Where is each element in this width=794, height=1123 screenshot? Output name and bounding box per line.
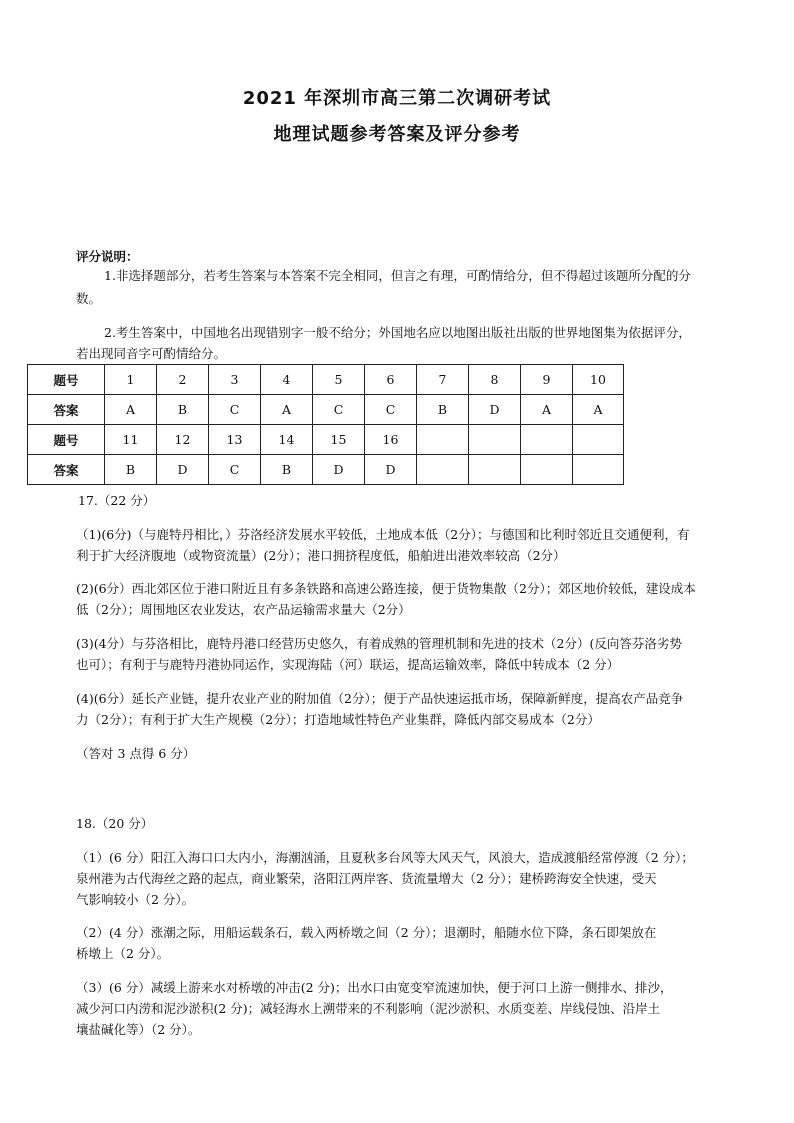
q18-part3-line1: （3）(6 分）减缓上游来水对桥墩的冲击(2 分)；出水口由宽变窄流速加快，便于河口上游一侧排水、排沙， (76, 980, 673, 995)
notes-item1-line1: 1.非选择题部分，若考生答案与本答案不完全相同，但言之有理，可酌情给分，但不得超过该题所分配的分 (104, 268, 691, 283)
notes-item2-line1: 2.考生答案中，中国地名出现错别字一般不给分；外国地名应以地图出版社出版的世界地图集为依据评分， (104, 325, 691, 340)
question-number-cell (417, 425, 469, 455)
answer-cell (417, 455, 469, 485)
question-number-cell (469, 425, 521, 455)
question-number-cell: 9 (521, 365, 573, 395)
question-number-cell: 8 (469, 365, 521, 395)
question-number-cell: 4 (261, 365, 313, 395)
q17-part3-line2: 也可）；有利于与鹿特丹港协同运作，实现海陆（河）联运，提高运输效率，降低中转成本（2 分） (76, 657, 620, 672)
answer-cell: D (157, 455, 209, 485)
q17-part1-line2: 利于扩大经济腹地（或物资流量）(2分）；港口拥挤程度低，船舶进出港效率较高（2分） (76, 548, 566, 563)
q18-part3-line3: 壤盐碱化等）（2 分）。 (76, 1022, 201, 1037)
q17-part2-line1: (2)(6分）西北郊区位于港口附近且有多条铁路和高速公路连接，便于货物集散（2分）；郊区地价较低，建设成本 (76, 581, 696, 596)
answer-cell: C (313, 395, 365, 425)
exam-subtitle: 地理试题参考答案及评分参考 (273, 124, 521, 145)
answer-cell: B (417, 395, 469, 425)
question-number-cell: 2 (157, 365, 209, 395)
q17-part1-line1: （1)(6分)（与鹿特丹相比，）芬洛经济发展水平较低，土地成本低（2分）；与德国和比利时邻近且交通便利，有 (76, 527, 690, 542)
question-number-cell (573, 425, 624, 455)
q18-part2-line2: 桥墩上（2 分）。 (76, 946, 170, 961)
answer-cell (469, 455, 521, 485)
row-label-answer: 答案 (28, 395, 105, 425)
q17-part4-line1: (4)(6分）延长产业链，提升农业产业的附加值（2分）；便于产品快速运抵市场，保障新鲜度，提高农产品竞争 (76, 691, 684, 706)
question-number-cell: 5 (313, 365, 365, 395)
q18-part3-line2: 减少河口内涝和泥沙淤积(2 分)；减轻海水上溯带来的不利影响（泥沙淤积、水质变差、岸线侵蚀、沿岸土 (76, 1001, 661, 1016)
table-row (28, 395, 624, 425)
question-number-cell: 12 (157, 425, 209, 455)
row-label-question: 题号 (28, 365, 105, 395)
answer-cell: C (365, 395, 417, 425)
table-row (28, 455, 624, 485)
answer-cell: A (521, 395, 573, 425)
notes-heading: 评分说明： (76, 249, 139, 264)
q18-part1-line2: 泉州港为古代海丝之路的起点，商业繁荣，洛阳江两岸客、货流量增大（2 分）；建桥跨海安全快速，受天 (76, 871, 657, 886)
q18-part1-line3: 气影响较小（2 分）。 (76, 892, 195, 907)
answer-cell: D (469, 395, 521, 425)
answer-cell: C (209, 455, 261, 485)
q17-part2-line2: 低（2分）；周围地区农业发达，农产品运输需求量大（2分） (76, 602, 411, 617)
table-row (28, 365, 624, 395)
answer-cell: B (105, 455, 157, 485)
notes-item1-line2: 数。 (76, 291, 102, 306)
answer-cell: A (105, 395, 157, 425)
answer-cell: A (573, 395, 624, 425)
exam-title: 2021 年深圳市高三第二次调研考试 (242, 88, 552, 109)
q18-part2-line1: （2）(4 分）涨潮之际，用船运载条石，载入两桥墩之间（2 分）；退潮时，船随水位下降，条石即架放在 (76, 925, 657, 940)
answer-cell (521, 455, 573, 485)
row-label-answer: 答案 (28, 455, 105, 485)
question-number-cell: 6 (365, 365, 417, 395)
question-number-cell (521, 425, 573, 455)
question-number-cell: 7 (417, 365, 469, 395)
question-number-cell: 10 (573, 365, 624, 395)
question-number-cell: 3 (209, 365, 261, 395)
answer-cell: D (365, 455, 417, 485)
answer-table (27, 364, 624, 485)
q17-part4-line2: 力（2分）；有利于扩大生产规模（2分）；打造地域性特色产业集群，降低内部交易成本（2分） (76, 712, 600, 727)
question-number-cell: 11 (105, 425, 157, 455)
q17-note: （答对 3 点得 6 分） (76, 746, 196, 761)
row-label-question: 题号 (28, 425, 105, 455)
question-number-cell: 15 (313, 425, 365, 455)
answer-cell: B (157, 395, 209, 425)
answer-cell: C (209, 395, 261, 425)
question-number-cell: 1 (105, 365, 157, 395)
q18-heading: 18.（20 分） (76, 816, 154, 831)
answer-cell: D (313, 455, 365, 485)
q17-part3-line1: (3)(4分）与芬洛相比，鹿特丹港口经营历史悠久，有着成熟的管理机制和先进的技术（2分）(反向答芬洛劣势 (76, 636, 682, 651)
question-number-cell: 16 (365, 425, 417, 455)
table-row (28, 425, 624, 455)
answer-cell (573, 455, 624, 485)
question-number-cell: 13 (209, 425, 261, 455)
answer-cell: B (261, 455, 313, 485)
question-number-cell: 14 (261, 425, 313, 455)
q18-part1-line1: （1）(6 分）阳江入海口口大内小，海潮汹涌，且夏秋多台风等大风天气，风浪大，造成渡船经常停渡（2 分）； (76, 850, 694, 865)
notes-item2-line2: 若出现同音字可酌情给分。 (76, 346, 227, 361)
q17-heading: 17.（22 分） (78, 493, 156, 508)
answer-cell: A (261, 395, 313, 425)
